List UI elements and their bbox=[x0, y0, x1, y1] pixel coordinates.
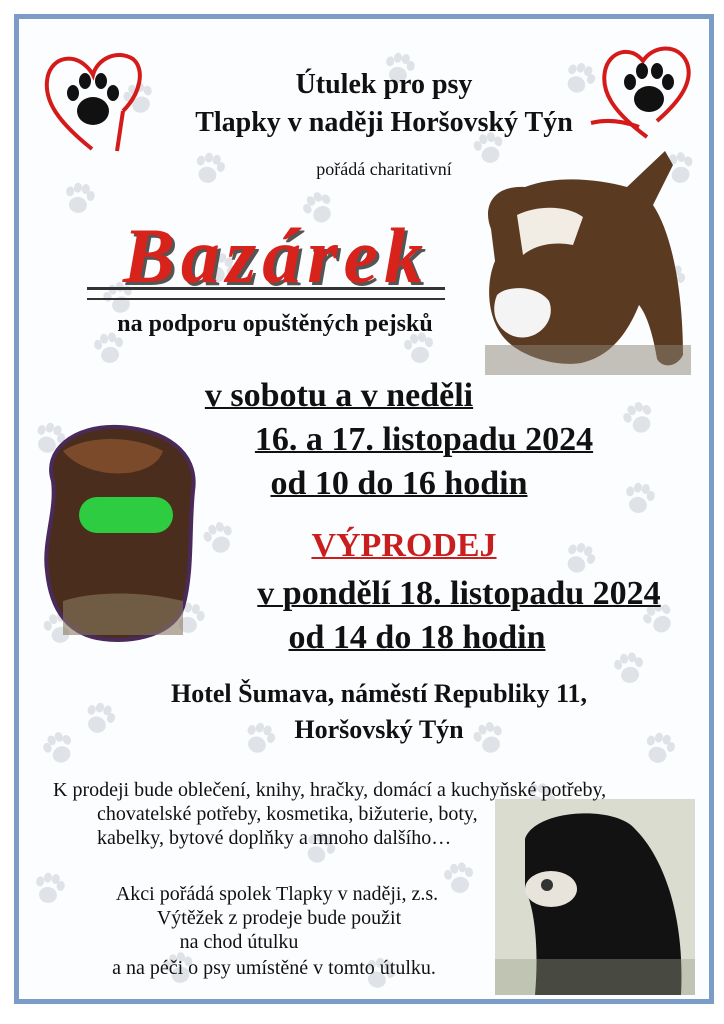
about-line-1: Akci pořádá spolek Tlapky v naději, z.s. bbox=[115, 883, 439, 905]
organizer-line-1: Útulek pro psy bbox=[295, 69, 473, 100]
items-line-1: K prodeji bude oblečení, knihy, hračky, domácí a kuchyňské potřeby, bbox=[53, 779, 607, 801]
sale-date: v pondělí 18. listopadu 2024 bbox=[257, 575, 661, 612]
event-title: Bazárek bbox=[122, 212, 430, 299]
poster-frame bbox=[14, 14, 714, 1004]
about-line-2: Výtěžek z prodeje bude použit bbox=[156, 907, 402, 929]
venue-town: Horšovský Týn bbox=[294, 715, 464, 744]
items-line-2: chovatelské potřeby, kosmetika, bižuterie, boty, bbox=[97, 803, 478, 825]
dates-hours: od 10 do 16 hodin bbox=[270, 465, 528, 502]
dates-days: v sobotu a v neděli bbox=[204, 377, 474, 414]
yorkie-dog-photo bbox=[33, 421, 205, 647]
organizer-line-2: Tlapky v naději Horšovský Týn bbox=[195, 107, 573, 138]
title-underline bbox=[87, 287, 445, 300]
items-line-3: kabelky, bytové doplňky a mnoho dalšího… bbox=[97, 827, 452, 849]
about-line-4: a na péči o psy umístěné v tomto útulku. bbox=[112, 957, 436, 979]
about-line-3: na chod útulku bbox=[179, 931, 299, 953]
venue-address: Hotel Šumava, náměstí Republiky 11, bbox=[170, 679, 588, 708]
sale-hours: od 14 do 18 hodin bbox=[288, 619, 546, 656]
dates-dates: 16. a 17. listopadu 2024 bbox=[254, 421, 594, 458]
sale-heading: VÝPRODEJ bbox=[311, 527, 497, 564]
paw-heart-logo-icon bbox=[37, 41, 147, 159]
organizer-subtitle: pořádá charitativní bbox=[316, 159, 452, 179]
event-purpose: na podporu opuštěných pejsků bbox=[117, 311, 433, 337]
